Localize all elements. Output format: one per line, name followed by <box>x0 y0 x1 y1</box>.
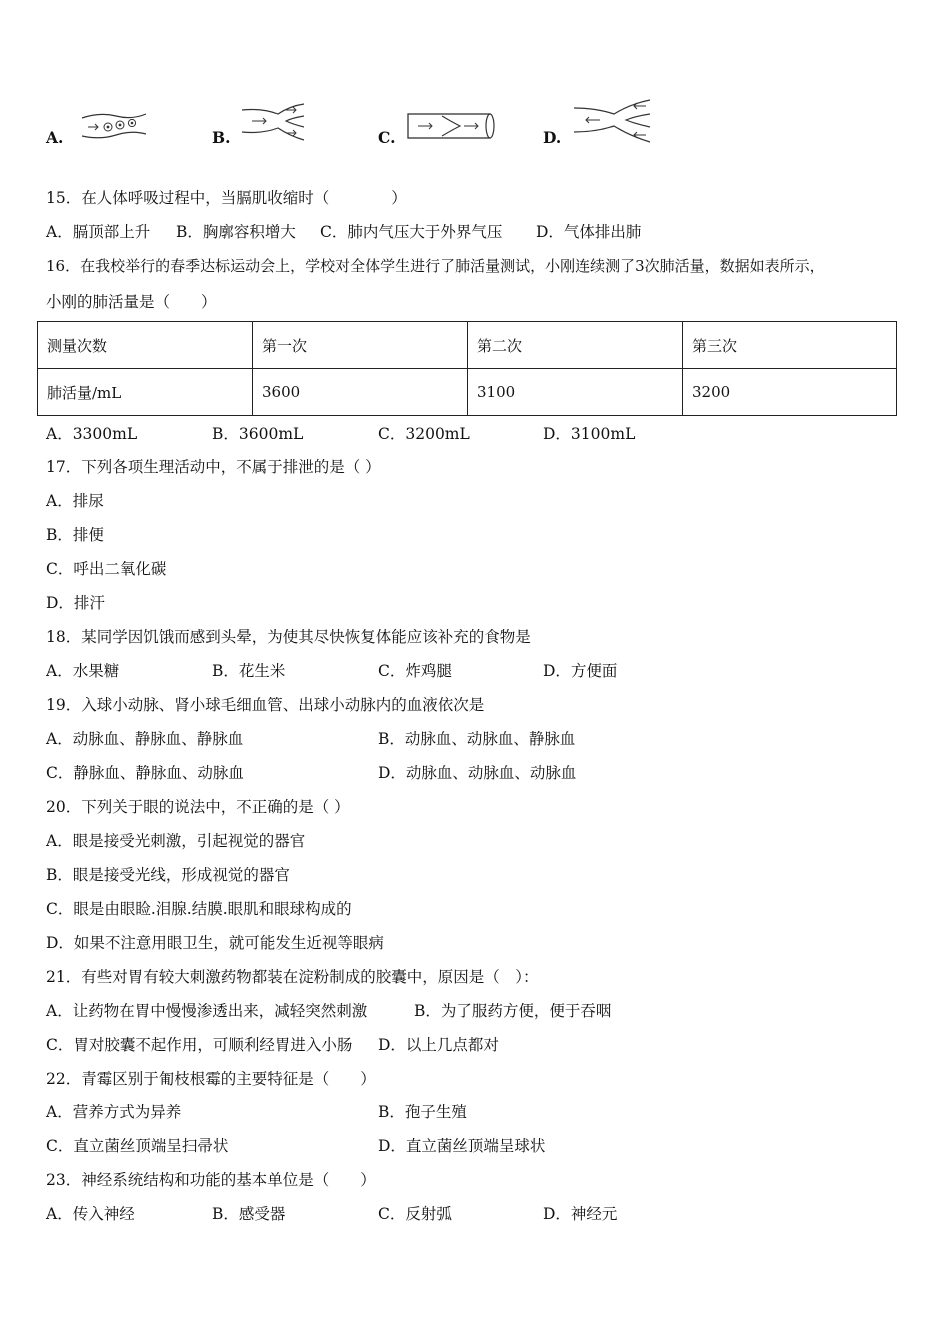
q19-option-c[interactable]: C．静脉血、静脉血、动脉血 <box>46 764 244 782</box>
diverging-artery-icon <box>572 98 652 144</box>
converging-vein-icon <box>240 102 306 142</box>
q14-option-b[interactable] <box>212 128 239 147</box>
q15-option-c[interactable]: C．肺内气压大于外界气压 <box>320 223 503 241</box>
q14-option-b-letter: B. <box>212 128 231 147</box>
q18-option-a[interactable]: A．水果糖 <box>46 662 120 680</box>
table-row <box>38 322 897 369</box>
q22-option-c[interactable]: C．直立菌丝顶端呈扫帚状 <box>46 1137 229 1155</box>
q22-option-d[interactable]: D．直立菌丝顶端呈球状 <box>378 1137 546 1155</box>
q22-option-b[interactable]: B．孢子生殖 <box>378 1103 467 1121</box>
table-cell: 第三次 <box>683 322 897 369</box>
q16-stem-line1: 16．在我校举行的春季达标运动会上，学校对全体学生进行了肺活量测试，小刚连续测了3次肺活量，数据如表所示， <box>46 257 825 275</box>
q16-option-d[interactable]: D．3100mL <box>543 425 636 443</box>
table-row <box>38 369 897 416</box>
q20-option-b[interactable]: B．眼是接受光线，形成视觉的器官 <box>46 866 290 884</box>
q14-option-a[interactable] <box>46 128 71 147</box>
q17-option-d[interactable]: D．排汗 <box>46 594 105 612</box>
q23-option-b[interactable]: B．感受器 <box>212 1205 286 1223</box>
q17-stem: 17．下列各项生理活动中，不属于排泄的是（ ） <box>46 458 381 476</box>
q19-option-b[interactable]: B．动脉血、动脉血、静脉血 <box>378 730 576 748</box>
q19-stem: 19．入球小动脉、肾小球毛细血管、出球小动脉内的血液依次是 <box>46 696 485 714</box>
q21-stem: 21．有些对胃有较大刺激药物都装在淀粉制成的胶囊中，原因是（ ）： <box>46 968 539 986</box>
q15-option-b[interactable]: B．胸廓容积增大 <box>176 223 296 241</box>
table-cell: 肺活量/mL <box>38 369 253 416</box>
q18-option-d[interactable]: D．方便面 <box>543 662 618 680</box>
q23-option-c[interactable]: C．反射弧 <box>378 1205 452 1223</box>
vein-valve-icon <box>406 110 496 142</box>
table-cell: 第二次 <box>468 322 683 369</box>
table-cell: 测量次数 <box>38 322 253 369</box>
q16-option-c[interactable]: C．3200mL <box>378 425 470 443</box>
q21-option-b[interactable]: B．为了服药方便，便于吞咽 <box>414 1002 612 1020</box>
q14-option-c-letter: C. <box>378 128 396 147</box>
q20-stem: 20．下列关于眼的说法中，不正确的是（ ） <box>46 798 350 816</box>
table-cell: 3600 <box>253 369 468 416</box>
q17-option-c[interactable]: C．呼出二氧化碳 <box>46 560 167 578</box>
q20-option-c[interactable]: C．眼是由眼睑.泪腺.结膜.眼肌和眼球构成的 <box>46 900 352 918</box>
q23-stem: 23．神经系统结构和功能的基本单位是（ ） <box>46 1171 376 1189</box>
q14-option-d-letter: D. <box>543 128 562 147</box>
lung-capacity-table <box>37 321 897 416</box>
q16-option-a[interactable]: A．3300mL <box>46 425 138 443</box>
q22-option-a[interactable]: A．营养方式为异养 <box>46 1103 182 1121</box>
q18-option-c[interactable]: C．炸鸡腿 <box>378 662 452 680</box>
q19-option-d[interactable]: D．动脉血、动脉血、动脉血 <box>378 764 577 782</box>
q21-option-d[interactable]: D．以上几点都对 <box>378 1036 499 1054</box>
q21-option-a[interactable]: A．让药物在胃中慢慢渗透出来，减轻突然刺激 <box>46 1002 368 1020</box>
capillary-vessel-icon <box>80 108 148 144</box>
q22-stem: 22．青霉区别于匍枝根霉的主要特征是（ ） <box>46 1070 376 1088</box>
q16-option-b[interactable]: B．3600mL <box>212 425 304 443</box>
q23-option-d[interactable]: D．神经元 <box>543 1205 618 1223</box>
q20-option-a[interactable]: A．眼是接受光刺激，引起视觉的器官 <box>46 832 306 850</box>
q19-option-a[interactable]: A．动脉血、静脉血、静脉血 <box>46 730 244 748</box>
q14-option-c[interactable] <box>378 128 403 147</box>
q17-option-b[interactable]: B．排便 <box>46 526 104 544</box>
q15-option-d[interactable]: D．气体排出肺 <box>536 223 642 241</box>
q23-option-a[interactable]: A．传入神经 <box>46 1205 135 1223</box>
q18-stem: 18．某同学因饥饿而感到头晕，为使其尽快恢复体能应该补充的食物是 <box>46 628 531 646</box>
table-cell: 第一次 <box>253 322 468 369</box>
q20-option-d[interactable]: D．如果不注意用眼卫生，就可能发生近视等眼病 <box>46 934 384 952</box>
q18-option-b[interactable]: B．花生米 <box>212 662 286 680</box>
q17-option-a[interactable]: A．排尿 <box>46 492 104 510</box>
q14-option-a-letter: A. <box>46 128 64 147</box>
table-cell: 3200 <box>683 369 897 416</box>
q14-option-d[interactable] <box>543 128 569 147</box>
q21-option-c[interactable]: C．胃对胶囊不起作用，可顺利经胃进入小肠 <box>46 1036 353 1054</box>
q15-stem: 15．在人体呼吸过程中，当膈肌收缩时（ ） <box>46 189 407 207</box>
q15-option-a[interactable]: A．膈顶部上升 <box>46 223 151 241</box>
q16-stem-line2: 小刚的肺活量是（ ） <box>46 293 217 311</box>
table-cell: 3100 <box>468 369 683 416</box>
